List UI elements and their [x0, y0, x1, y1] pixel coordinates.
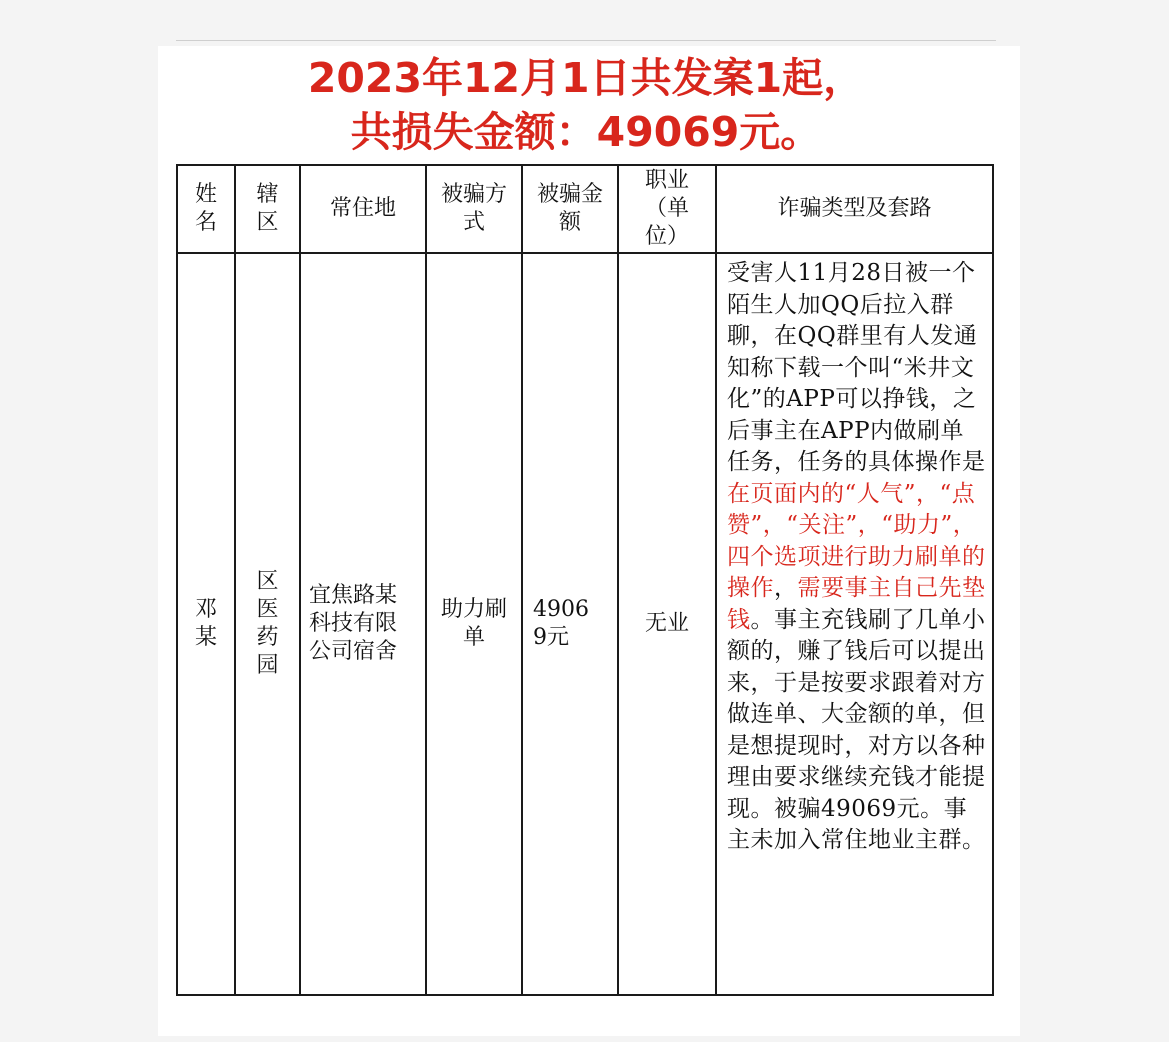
table-row: [177, 253, 993, 995]
cell-method: 助力刷单: [426, 253, 522, 995]
header-district: 辖区: [256, 182, 279, 235]
header-cell: [177, 165, 235, 253]
cell-district: 区医药园: [235, 253, 300, 995]
header-name: 姓名: [194, 182, 217, 235]
cell-name: 邓某: [177, 253, 235, 995]
desc-text-2: ，: [774, 575, 798, 601]
cell-occupation: 无业: [618, 253, 716, 995]
header-amount: 被骗金额: [536, 182, 603, 235]
header-residence: 常住地: [329, 196, 396, 221]
header-method: 被骗方式: [440, 182, 507, 235]
cell-fraud-description: [716, 253, 993, 995]
header-cell: [716, 165, 993, 253]
desc-highlight-1: 在页面内的“人气”，“点赞”，“关注”，“助力”，四个选项进行助力刷单的操作: [727, 480, 986, 601]
header-cell: [235, 165, 300, 253]
table-header-row: [177, 165, 993, 253]
top-divider: [176, 40, 996, 41]
cell-amount: 49069元: [522, 253, 618, 995]
header-cell: [522, 165, 618, 253]
cell-residence: 宜焦路某科技有限公司宿舍: [300, 253, 426, 995]
case-table: [176, 164, 994, 996]
page-title-line1: 2023年12月1日共发案1起，: [307, 54, 865, 102]
header-occupation: 职业（单位）: [644, 168, 689, 249]
header-fraud-type: 诈骗类型及套路: [777, 196, 932, 221]
header-cell: [426, 165, 522, 253]
desc-text-3: 。事主充钱刷了几单小额的，赚了钱后可以提出来，于是按要求跟着对方做连单、大金额的单，但是想提现时，对方以各种理由要求继续充钱才能提现。被骗49069元。事主未加入常住地业主群。: [727, 606, 986, 853]
header-cell: [618, 165, 716, 253]
header-cell: [300, 165, 426, 253]
desc-text-1: 受害人11月28日被一个陌生人加QQ后拉入群聊，在QQ群里有人发通知称下载一个叫“米井文化”的APP可以挣钱，之后事主在APP内做刷单任务，任务的具体操作是: [727, 260, 986, 475]
page-title-line2: 共损失金额：49069元。: [350, 108, 822, 156]
desc-highlight-2: 需要事主自己先垫钱: [727, 575, 986, 633]
